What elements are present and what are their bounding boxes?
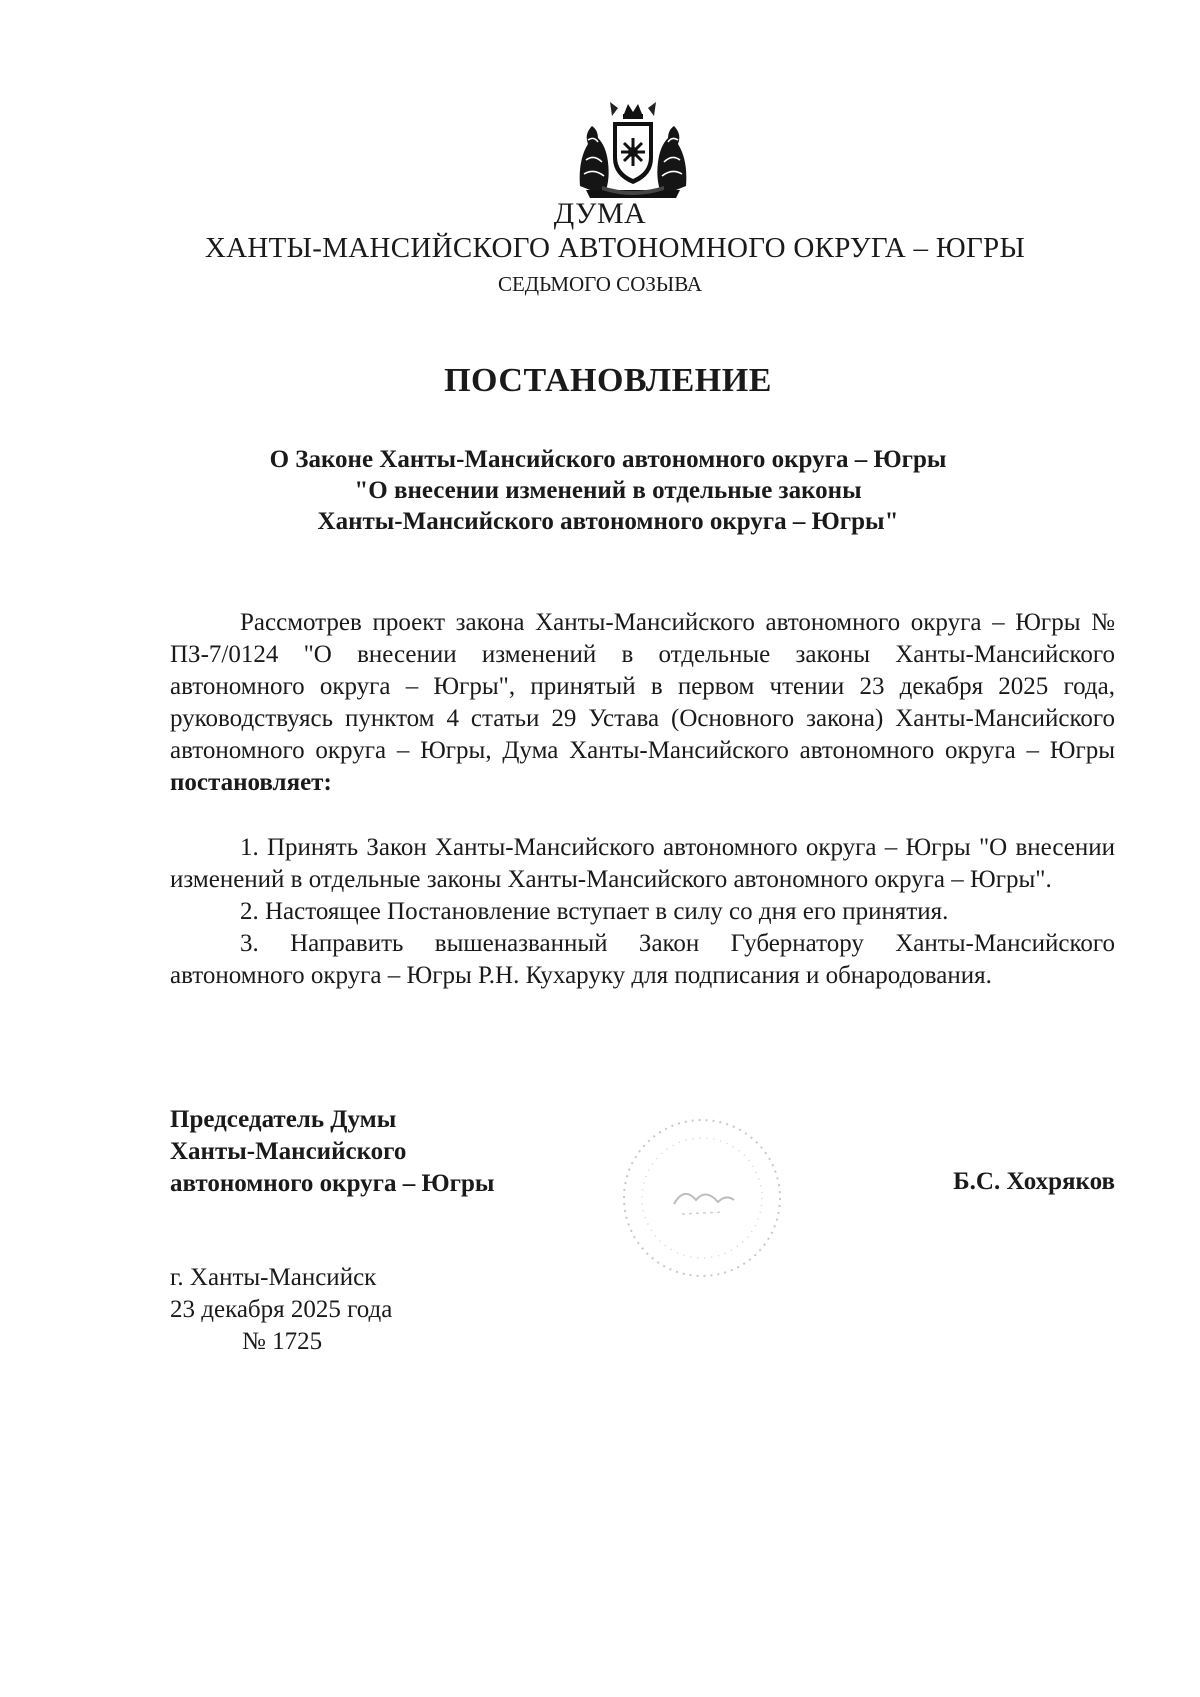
signer-name: Б.С. Хохряков: [953, 1168, 1115, 1195]
coat-of-arms-icon: [572, 100, 694, 202]
organization-title: ДУМА: [553, 197, 647, 230]
resolution-item: 3. Направить вышеназванный Закон Губернатору Ханты-Мансийского автономного округа – Югры Р.Н. Кухаруку для подписания и обнародования.: [170, 930, 1115, 989]
adoption-date: 23 декабря 2025 года: [170, 1296, 393, 1323]
position-line: Ханты-Мансийского: [170, 1138, 407, 1165]
convocation-label: СЕДЬМОГО СОЗЫВА: [497, 272, 703, 296]
position-line: автономного округа – Югры: [170, 1170, 495, 1197]
preamble-text: Рассмотрев проект закона Ханты-Мансийского автономного округа – Югры № ПЗ-7/0124 "О внесении изменений в отдельные законы Ханты-Мансийского автономного округа – Югры", принятый в первом чтении 23 декабря 2025 года, руководствуясь пунктом 4 статьи 29 Устава (Основного закона) Ханты-Мансийского автономного округа – Югры, Дума Ханты-Мансийского автономного округа – Югры: [170, 609, 1115, 764]
document-subject: [0, 444, 1200, 537]
document-type-title: ПОСТАНОВЛЕНИЕ: [444, 362, 772, 399]
organization-region: ХАНТЫ-МАНСИЙСКОГО АВТОНОМНОГО ОКРУГА – ЮГРЫ: [204, 232, 1026, 264]
faint-seal-icon: [612, 1108, 792, 1288]
document-footer: [170, 1262, 392, 1358]
resolution-item: 1. Принять Закон Ханты-Мансийского автономного округа – Югры "О внесении изменений в отдельные законы Ханты-Мансийского автономного округа – Югры".: [170, 834, 1115, 893]
resolves-phrase: постановляет:: [170, 769, 332, 796]
subject-line: О Законе Ханты-Мансийского автономного округа – Югры: [269, 446, 947, 473]
subject-line: "О внесении изменений в отдельные законы: [354, 477, 862, 504]
position-line: Председатель Думы: [170, 1106, 397, 1133]
preamble-paragraph: [170, 607, 1115, 799]
resolution-items: [170, 832, 1115, 992]
place-of-adoption: г. Ханты-Мансийск: [170, 1264, 377, 1291]
resolution-item: 2. Настоящее Постановление вступает в силу со дня его принятия.: [240, 898, 949, 925]
signatory-position: [170, 1104, 494, 1200]
document-number: № 1725: [242, 1328, 323, 1355]
subject-line: Ханты-Мансийского автономного округа – Югры": [317, 508, 899, 535]
